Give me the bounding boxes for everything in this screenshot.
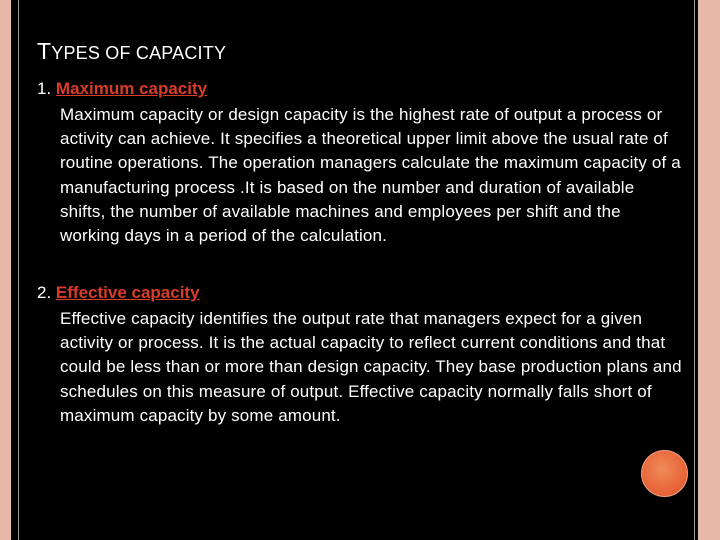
title-first-letter: T bbox=[37, 38, 52, 64]
section-body: Effective capacity identifies the output rate that managers expect for a given activity or process. It is the actual capacity to reflect current conditions and that could be less than or more than design capacity. They base production plans and schedules on this measure of output. Effective capacity normally falls short of maximum capacity by some amount. bbox=[60, 309, 682, 425]
decorative-circle bbox=[641, 450, 688, 497]
section-maximum-capacity bbox=[37, 77, 682, 248]
section-effective-capacity bbox=[37, 281, 682, 428]
section-body: Maximum capacity or design capacity is the highest rate of output a process or activity can achieve. It specifies a theoretical upper limit above the usual rate of routine operations. The operation managers calculate the maximum capacity of a manufacturing process .It is based on the number and duration of available shifts, the number of available machines and employees per shift and the working days in a period of the calculation. bbox=[60, 105, 681, 246]
section-label: Maximum capacity bbox=[55, 79, 208, 98]
title-rest: YPES OF CAPACITY bbox=[51, 43, 227, 63]
right-border-line bbox=[694, 0, 695, 540]
section-number: 2. bbox=[37, 283, 52, 302]
section-heading bbox=[37, 77, 682, 101]
left-border-line bbox=[18, 0, 19, 540]
section-label: Effective capacity bbox=[55, 283, 200, 302]
slide-title bbox=[37, 38, 226, 66]
section-heading bbox=[37, 281, 682, 305]
section-number: 1. bbox=[37, 79, 52, 98]
